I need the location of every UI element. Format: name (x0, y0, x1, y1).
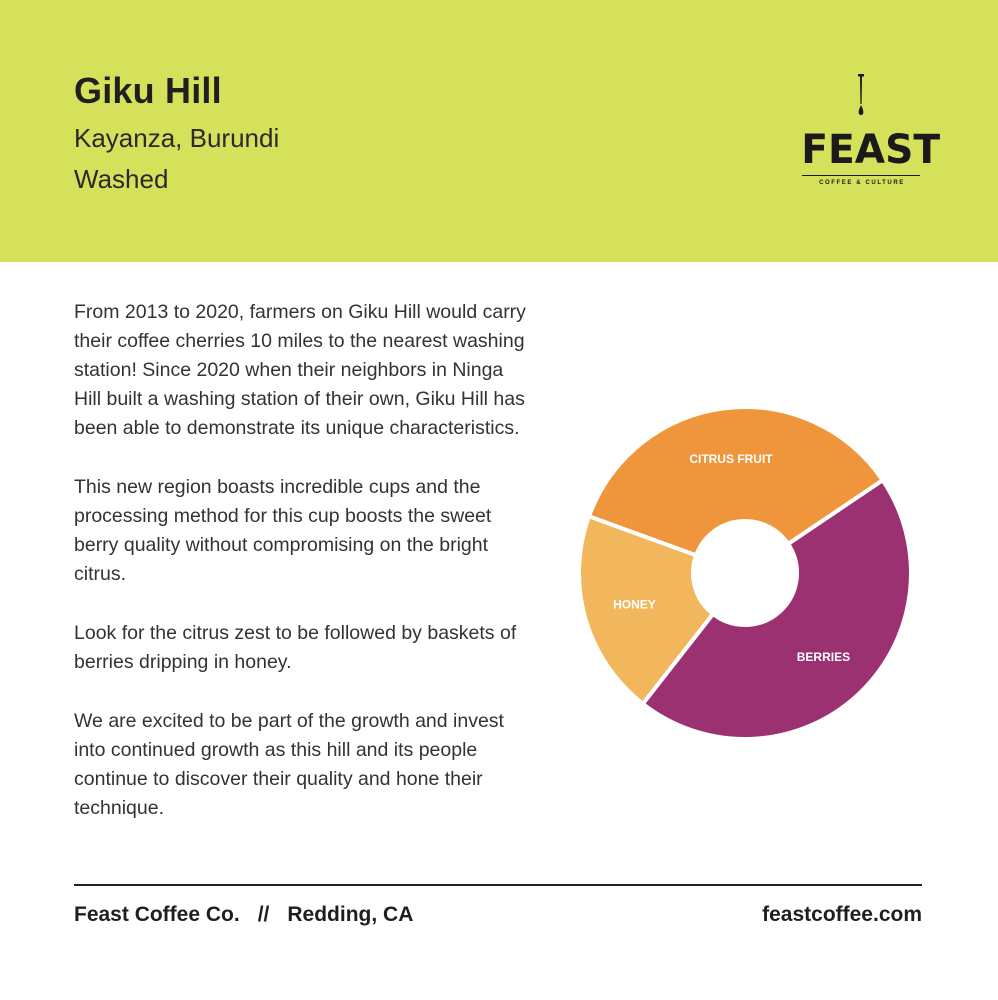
description-paragraph: This new region boasts incredible cups and the processing method for this cup boosts the sweet berry quality without compromising on the bright citrus. (74, 476, 492, 585)
footer-left (74, 903, 413, 927)
description-paragraph: From 2013 to 2020, farmers on Giku Hill would carry their coffee cherries 10 miles to the nearest washing station! Since 2020 when their neighbors in Ninga Hill built a washing station of their own, Giku Hill has been able to demonstrate its unique characteristics. (74, 301, 526, 439)
donut-label: CITRUS FRUIT (689, 451, 773, 466)
donut-label: BERRIES (796, 650, 851, 665)
feast-logo (800, 72, 941, 196)
coffee-process: Washed (74, 164, 169, 194)
description-paragraph: Look for the citrus zest to be followed by baskets of berries dripping in honey. (74, 622, 517, 673)
header-banner (0, 0, 998, 262)
description (74, 298, 534, 853)
logo-divider (802, 175, 920, 176)
pour-drop-icon (855, 74, 867, 124)
footer-website[interactable]: feastcoffee.com (762, 903, 922, 926)
footer-company: Feast Coffee Co. (74, 903, 240, 926)
flavor-donut-chart (570, 398, 920, 748)
footer-divider (74, 884, 922, 886)
coffee-region: Kayanza, Burundi (74, 123, 280, 153)
footer-location: Redding, CA (287, 903, 414, 926)
footer-separator: // (257, 903, 270, 926)
logo-wordmark: FEAST (801, 127, 941, 173)
description-paragraph: We are excited to be part of the growth and invest into continued growth as this hill and its people continue to discover their quality and hone their technique. (74, 710, 504, 819)
donut-label: HONEY (613, 597, 656, 612)
coffee-title: Giku Hill (74, 70, 222, 111)
logo-tagline: COFFEE & CULTURE (819, 180, 905, 186)
